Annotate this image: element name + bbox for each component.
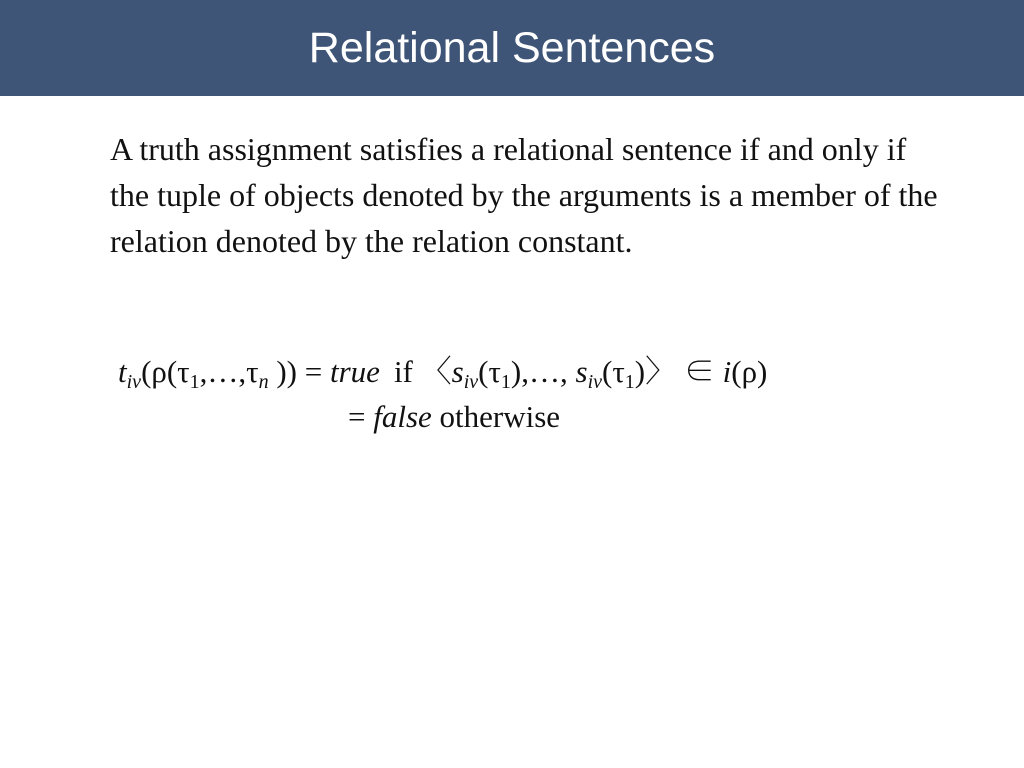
formula-sub-1: 1 — [189, 371, 200, 393]
slide-title: Relational Sentences — [308, 24, 716, 72]
formula-eq: = — [348, 399, 366, 434]
formula-if: if — [393, 354, 413, 389]
formula-args-mid: ,…,τ — [199, 354, 259, 389]
formula-tau-close-1: ),…, — [510, 354, 568, 389]
formula-args-open: (ρ(τ — [141, 354, 190, 389]
formula-sub-iv-2: iv — [463, 371, 479, 393]
formula-s-2: s — [575, 354, 588, 389]
formula-false: false — [373, 399, 432, 434]
formula-t: t — [118, 354, 127, 389]
formula-sub-1-b: 1 — [500, 371, 511, 393]
formula-sub-1-c: 1 — [624, 371, 635, 393]
formula-tau-open-1: (τ — [478, 354, 501, 389]
formula-line-false — [348, 397, 560, 437]
formula-args-close: )) = — [276, 354, 323, 389]
formula-langle: 〈 — [420, 354, 452, 389]
formula-line-true — [118, 352, 767, 392]
formula-sub-iv-3: iv — [587, 371, 603, 393]
formula-tau-close-2: )〉 ∈ — [634, 354, 715, 389]
formula-true: true — [330, 354, 380, 389]
formula-rho-paren: (ρ) — [731, 354, 768, 389]
title-bar — [0, 0, 1024, 96]
formula-sub-n: n — [258, 371, 269, 393]
definition-paragraph: A truth assignment satisfies a relational sentence if and only if the tuple of objects denoted by the arguments is a member of the relation denoted by the relation constant. — [110, 131, 938, 259]
formula-sub-iv: iv — [126, 371, 142, 393]
formula-otherwise: otherwise — [439, 399, 561, 434]
formula-tau-open-2: (τ — [602, 354, 625, 389]
formula-s-1: s — [451, 354, 464, 389]
formula-i: i — [722, 354, 732, 389]
